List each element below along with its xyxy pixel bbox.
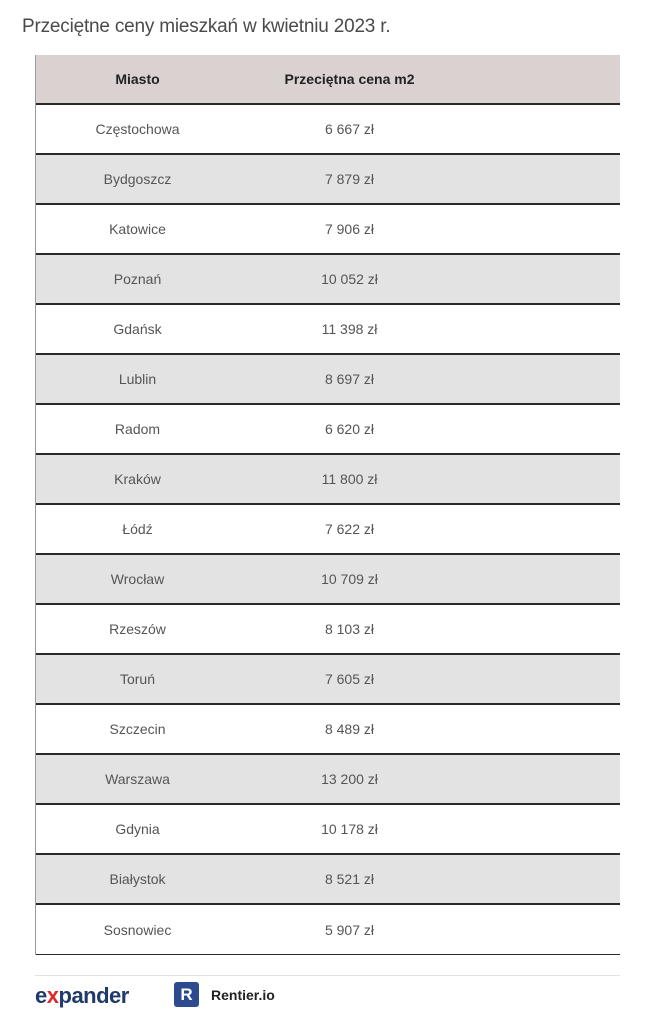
city-cell: Kraków [114,471,161,487]
city-cell: Łódź [122,521,153,537]
table-row [36,255,620,305]
expander-logo-pander: pander [58,983,129,1008]
city-cell: Warszawa [105,771,170,787]
page-title: Przeciętne ceny mieszkań w kwietniu 2023 r. [22,16,391,37]
city-cell: Katowice [109,221,166,237]
table-row [36,855,620,905]
price-cell: 6 667 zł [324,121,375,137]
table-row [36,355,620,405]
table-row [36,205,620,255]
price-cell: 8 489 zł [324,721,375,737]
city-cell: Poznań [113,271,162,287]
table-row [36,455,620,505]
price-cell: 10 178 zł [321,821,378,837]
city-cell: Częstochowa [95,121,180,137]
price-cell: 10 709 zł [321,571,378,587]
table-row [36,505,620,555]
price-cell: 11 398 zł [321,321,378,337]
city-cell: Wrocław [110,571,165,587]
rentier-logo [174,982,275,1007]
city-cell: Szczecin [109,721,166,737]
price-cell: 6 620 zł [324,421,375,437]
price-cell: 13 200 zł [321,771,378,787]
price-cell: 7 622 zł [324,521,375,537]
price-cell: 5 907 zł [324,921,375,938]
table-row [36,555,620,605]
column-header-price: Przeciętna cena m2 [284,71,415,87]
table-row [36,705,620,755]
price-cell: 7 879 zł [324,171,375,187]
column-header-city: Miasto [115,71,160,87]
city-cell: Białystok [109,871,166,887]
city-cell: Lublin [118,371,157,387]
table-body [36,105,620,955]
city-cell: Gdańsk [113,321,162,337]
expander-logo-x: x [46,983,59,1008]
table-row [36,605,620,655]
rentier-badge-icon: R [174,982,199,1007]
price-table [35,55,620,955]
table-header [36,55,620,105]
table-row [36,905,620,955]
price-cell: 10 052 zł [321,271,378,287]
table-row [36,655,620,705]
price-cell: 8 697 zł [324,371,375,387]
city-cell: Sosnowiec [103,921,172,938]
price-cell: 8 103 zł [324,621,375,637]
table-row [36,405,620,455]
table-row [36,805,620,855]
city-cell: Rzeszów [109,621,166,637]
price-cell: 7 906 zł [324,221,375,237]
table-row [36,155,620,205]
table-row [36,755,620,805]
city-cell: Gdynia [115,821,160,837]
table-row [36,105,620,155]
table-row [36,305,620,355]
price-cell: 7 605 zł [324,671,375,687]
city-cell: Bydgoszcz [103,171,172,187]
footer-divider [35,975,620,976]
rentier-logo-text: Rentier.io [211,986,275,1003]
price-cell: 11 800 zł [321,471,378,487]
city-cell: Toruń [119,671,156,687]
price-cell: 8 521 zł [324,871,375,887]
expander-logo [35,983,129,1009]
city-cell: Radom [114,421,161,437]
expander-logo-e: e [35,983,47,1008]
